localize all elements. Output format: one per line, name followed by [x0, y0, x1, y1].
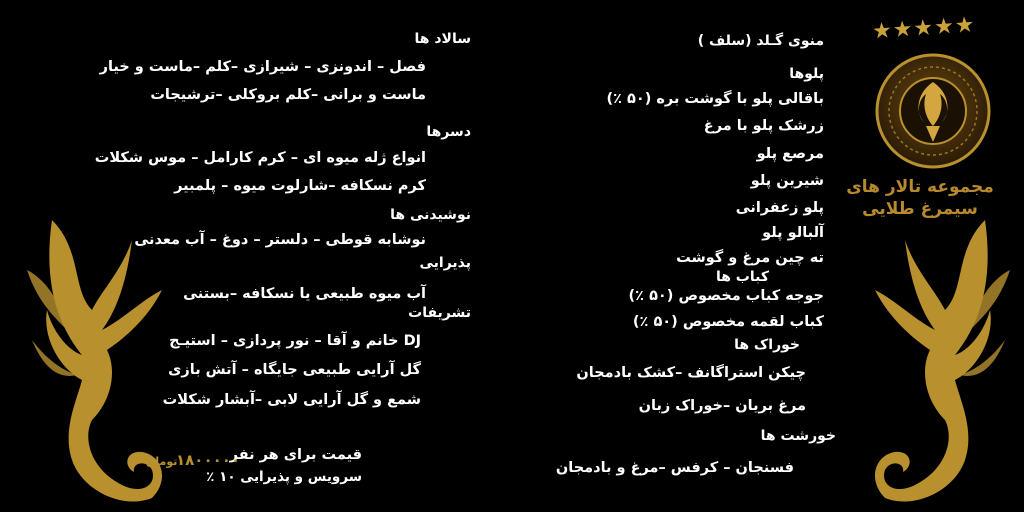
list-item: ته چین مرغ و گوشت	[676, 250, 824, 266]
list-item: جوجه کباب مخصوص (۵۰ ٪)	[628, 288, 824, 304]
section-heading-kabab: کباب ها	[715, 269, 769, 285]
service-note: سرویس و پذیرایی ۱۰ ٪	[206, 469, 362, 485]
section-heading-khorak: خوراک ها	[734, 337, 800, 353]
list-item: کباب لقمه مخصوص (۵۰ ٪)	[632, 314, 824, 330]
list-item: پلو زعفرانی	[735, 200, 824, 216]
phoenix-emblem-icon	[866, 52, 1000, 170]
list-item: آلبالو پلو	[762, 225, 824, 241]
list-item: مرصع پلو	[756, 146, 824, 162]
list-item: ماست و برانی –کلم بروکلی –ترشیجات	[150, 87, 426, 103]
list-item: فسنجان – کرفس –مرغ و بادمجان	[555, 460, 794, 476]
section-heading-dessert: دسرها	[426, 124, 471, 140]
rating-stars: ★★★★★	[871, 12, 977, 45]
list-item: فصل – اندونزی – شیرازی –کلم –ماست و خیار	[99, 59, 426, 75]
list-item: نوشابه قوطی – دلستر – دوغ – آب معدنی	[134, 232, 426, 248]
logo-title-line1: مجموعه تالار های	[846, 177, 994, 197]
section-heading-reception: پذیرایی	[419, 255, 471, 271]
list-item: چیکن استراگانف –کشک بادمجان	[576, 365, 806, 381]
list-item: کرم نسکافه –شارلوت میوه – پلمبیر	[174, 178, 426, 194]
list-item: آب میوه طبیعی یا نسکافه –بستنی	[183, 286, 426, 302]
list-item: شمع و گل آرایی لابی –آبشار شکلات	[162, 392, 421, 408]
section-heading-drinks: نوشیدنی ها	[390, 207, 471, 223]
logo-title-line2: سیمرغ طلایی	[862, 199, 978, 219]
section-heading-polo: پلوها	[789, 66, 824, 82]
list-item: شیرین پلو	[750, 173, 824, 189]
list-item: گل آرایی طبیعی جایگاه – آتش بازی	[168, 362, 421, 378]
section-heading-khoresht: خورشت ها	[760, 428, 836, 444]
list-item: زرشک پلو با مرغ	[703, 118, 824, 134]
phoenix-right-icon	[855, 210, 1015, 510]
price-unit: تومان	[146, 455, 178, 468]
list-item: DJ خانم و آقا – نور پردازی – استیـج	[169, 333, 421, 349]
section-heading-salad: سالاد ها	[414, 31, 471, 47]
price-amount: ۱۸۰۰۰۰۰	[176, 451, 241, 469]
menu-title: منوی گـلد (سلف )	[697, 33, 824, 49]
section-heading-ceremonies: تشریفات	[408, 305, 471, 321]
list-item: مرغ بریان –خوراک زبان	[638, 398, 806, 414]
list-item: انواع ژله میوه ای – کرم کارامل – موس شکلات	[94, 150, 426, 166]
price-label: قیمت برای هر نفر	[229, 447, 362, 463]
list-item: باقالی پلو با گوشت بره (۵۰ ٪)	[606, 91, 824, 107]
